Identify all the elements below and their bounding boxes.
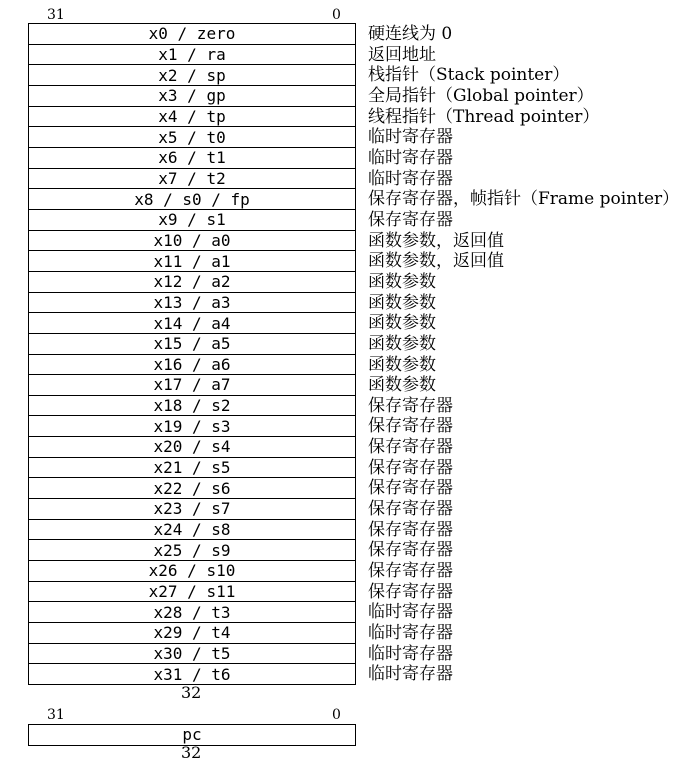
register-description: 保存寄存器 <box>368 581 453 602</box>
register-row: x0 / zero <box>29 24 355 45</box>
register-description: 保存寄存器 <box>368 561 453 582</box>
register-row: x6 / t1 <box>29 148 355 169</box>
register-description: 保存寄存器 <box>368 209 453 230</box>
register-description: 函数参数 <box>368 313 436 334</box>
register-description: 函数参数，返回值 <box>368 230 504 251</box>
register-description: 保存寄存器 <box>368 519 453 540</box>
register-row: x12 / a2 <box>29 272 355 293</box>
register-description: 保存寄存器，帧指针（Frame pointer） <box>368 189 680 210</box>
register-file-bit-high: 31 <box>47 7 65 23</box>
register-description: 临时寄存器 <box>368 643 453 664</box>
pc-register-name: pc <box>29 725 355 746</box>
register-description: 线程指针（Thread pointer） <box>368 106 600 127</box>
register-row: x7 / t2 <box>29 169 355 190</box>
register-description: 保存寄存器 <box>368 478 453 499</box>
register-description: 函数参数 <box>368 271 436 292</box>
register-row: x16 / a6 <box>29 355 355 376</box>
register-description: 函数参数 <box>368 292 436 313</box>
register-description: 临时寄存器 <box>368 602 453 623</box>
register-row: x14 / a4 <box>29 313 355 334</box>
pc-bit-low: 0 <box>332 707 341 723</box>
register-row: x28 / t3 <box>29 602 355 623</box>
register-description: 保存寄存器 <box>368 457 453 478</box>
register-description: 栈指针（Stack pointer） <box>368 65 570 86</box>
pc-bit-high: 31 <box>47 707 65 723</box>
register-row: x19 / s3 <box>29 416 355 437</box>
register-description: 临时寄存器 <box>368 664 453 685</box>
register-description: 函数参数 <box>368 354 436 375</box>
register-row: x2 / sp <box>29 65 355 86</box>
register-row: x31 / t6 <box>29 664 355 685</box>
register-description: 临时寄存器 <box>368 623 453 644</box>
register-row: x3 / gp <box>29 86 355 107</box>
register-file-bit-low: 0 <box>332 7 341 23</box>
register-row: x4 / tp <box>29 107 355 128</box>
register-description: 保存寄存器 <box>368 416 453 437</box>
register-description: 返回地址 <box>368 44 436 65</box>
register-descriptions <box>368 24 679 685</box>
register-description: 保存寄存器 <box>368 437 453 458</box>
register-row: x9 / s1 <box>29 210 355 231</box>
register-row: x13 / a3 <box>29 293 355 314</box>
register-description: 硬连线为 0 <box>368 24 453 44</box>
register-description: 函数参数 <box>368 375 436 396</box>
pc-width-label: 32 <box>181 743 202 762</box>
register-row: x1 / ra <box>29 45 355 66</box>
register-row: x30 / t5 <box>29 644 355 665</box>
register-row: x15 / a5 <box>29 334 355 355</box>
register-row: x24 / s8 <box>29 520 355 541</box>
register-row: x27 / s11 <box>29 582 355 603</box>
register-row: x10 / a0 <box>29 231 355 252</box>
register-row: x25 / s9 <box>29 540 355 561</box>
register-description: 临时寄存器 <box>368 147 453 168</box>
register-description: 临时寄存器 <box>368 127 453 148</box>
register-description: 保存寄存器 <box>368 395 453 416</box>
register-description: 函数参数 <box>368 333 436 354</box>
register-description: 全局指针（Global pointer） <box>368 85 594 106</box>
register-row: x5 / t0 <box>29 127 355 148</box>
register-description: 临时寄存器 <box>368 168 453 189</box>
register-table <box>28 23 356 685</box>
register-row: x23 / s7 <box>29 499 355 520</box>
register-description: 保存寄存器 <box>368 540 453 561</box>
register-row: x8 / s0 / fp <box>29 189 355 210</box>
register-row: x21 / s5 <box>29 458 355 479</box>
register-row: x11 / a1 <box>29 251 355 272</box>
register-file-width-label: 32 <box>181 683 202 702</box>
register-row: x26 / s10 <box>29 561 355 582</box>
register-description: 保存寄存器 <box>368 499 453 520</box>
register-row: x20 / s4 <box>29 437 355 458</box>
register-row: x18 / s2 <box>29 396 355 417</box>
register-row: x22 / s6 <box>29 478 355 499</box>
register-description: 函数参数，返回值 <box>368 251 504 272</box>
register-row: x29 / t4 <box>29 623 355 644</box>
register-row: x17 / a7 <box>29 375 355 396</box>
